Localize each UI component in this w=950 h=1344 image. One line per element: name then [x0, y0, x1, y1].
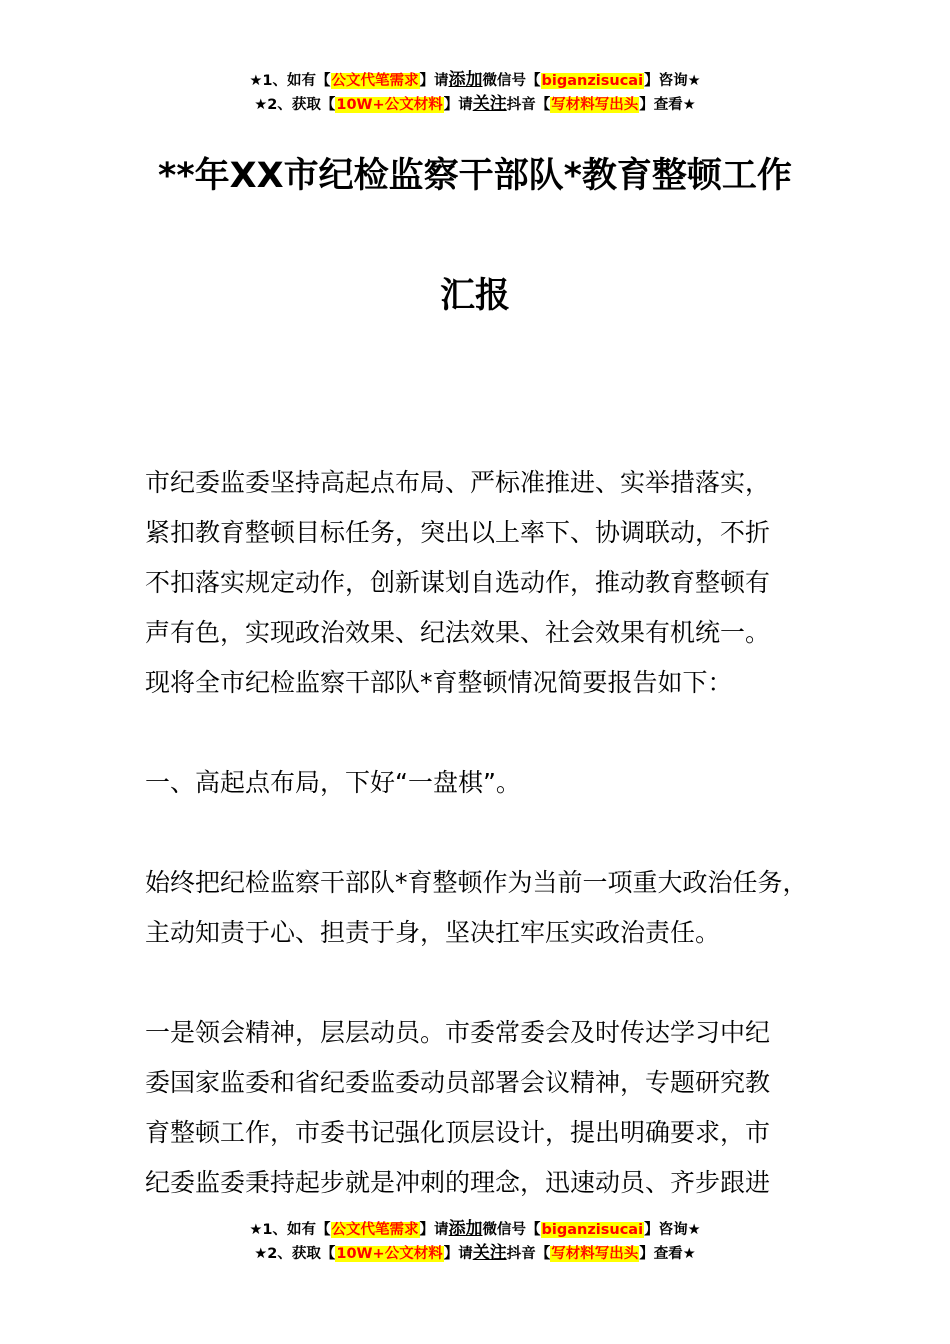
banner-text: ★2、获取【 — [254, 1246, 336, 1262]
paragraph-line: 声有色，实现政治效果、纪法效果、社会效果有机统一。 — [145, 618, 771, 647]
paragraph-line: 纪委监委秉持起步就是冲刺的理念，迅速动员、齐步跟进 — [145, 1168, 771, 1197]
heading-line: 一、高起点布局，下好“一盘棋”。 — [145, 768, 521, 797]
banner-text: 抖音【 — [506, 97, 551, 113]
banner-text: ★2、获取【 — [254, 97, 336, 113]
document-body — [145, 458, 830, 1208]
banner-highlight-service: 公文代笔需求 — [331, 1222, 419, 1238]
top-banner — [0, 68, 950, 116]
banner-text: 】咨询★ — [644, 1222, 701, 1238]
paragraph-spacer — [145, 958, 830, 1008]
paragraph-spacer — [145, 808, 830, 858]
document-title-line-2: 汇报 — [439, 276, 510, 316]
banner-text: 】查看★ — [639, 1246, 696, 1262]
banner-text: 】请 — [419, 73, 449, 89]
section-heading-1 — [145, 758, 830, 808]
banner-text: ★1、如有【 — [249, 73, 331, 89]
banner-text: 】查看★ — [639, 97, 696, 113]
banner-emphasis: 添加 — [448, 70, 483, 90]
banner-text: 】请 — [419, 1222, 449, 1238]
banner-emphasis: 添加 — [448, 1219, 483, 1239]
banner-emphasis: 关注 — [472, 1243, 507, 1263]
paragraph-intro — [145, 458, 830, 708]
paragraph-line: 现将全市纪检监察干部队*育整顿情况简要报告如下： — [145, 668, 733, 697]
banner-highlight-materials: 10W+公文材料 — [336, 1246, 443, 1262]
banner-text: 微信号【 — [482, 73, 541, 89]
banner-text: 】请 — [443, 1246, 473, 1262]
banner-highlight-douyin: 写材料写出头 — [551, 1246, 639, 1262]
banner-line-2 — [0, 92, 950, 116]
paragraph-line: 一是领会精神，层层动员。市委常委会及时传达学习中纪 — [145, 1018, 771, 1047]
banner-emphasis: 关注 — [472, 94, 507, 114]
paragraph-line: 市纪委监委坚持高起点布局、严标准推进、实举措落实， — [145, 468, 771, 497]
banner-highlight-service: 公文代笔需求 — [331, 73, 419, 89]
banner-highlight-wechat: biganzisucai — [541, 1222, 644, 1238]
banner-highlight-materials: 10W+公文材料 — [336, 97, 443, 113]
paragraph-spacer — [145, 708, 830, 758]
paragraph-line: 不扣落实规定动作，创新谋划自选动作，推动教育整顿有 — [145, 568, 771, 597]
paragraph-line: 始终把纪检监察干部队*育整顿作为当前一项重大政治任务， — [145, 868, 808, 897]
banner-text: 抖音【 — [506, 1246, 551, 1262]
banner-text: 微信号【 — [482, 1222, 541, 1238]
document-title-line-1: **年XX市纪检监察干部队*教育整顿工作 — [158, 156, 792, 196]
paragraph-line: 育整顿工作，市委书记强化顶层设计，提出明确要求，市 — [145, 1118, 771, 1147]
paragraph-line: 紧扣教育整顿目标任务，突出以上率下、协调联动，不折 — [145, 518, 771, 547]
banner-line-1 — [0, 68, 950, 92]
paragraph-line: 主动知责于心、担责于身，坚决扛牢压实政治责任。 — [145, 918, 721, 947]
banner-line-2 — [0, 1241, 950, 1265]
banner-text: 】请 — [443, 97, 473, 113]
banner-highlight-wechat: biganzisucai — [541, 73, 644, 89]
banner-highlight-douyin: 写材料写出头 — [551, 97, 639, 113]
banner-text: ★1、如有【 — [249, 1222, 331, 1238]
paragraph-point-1 — [145, 1008, 830, 1208]
paragraph-section-1-intro — [145, 858, 830, 958]
bottom-banner — [0, 1217, 950, 1265]
banner-line-1 — [0, 1217, 950, 1241]
paragraph-line: 委国家监委和省纪委监委动员部署会议精神，专题研究教 — [145, 1068, 771, 1097]
banner-text: 】咨询★ — [644, 73, 701, 89]
